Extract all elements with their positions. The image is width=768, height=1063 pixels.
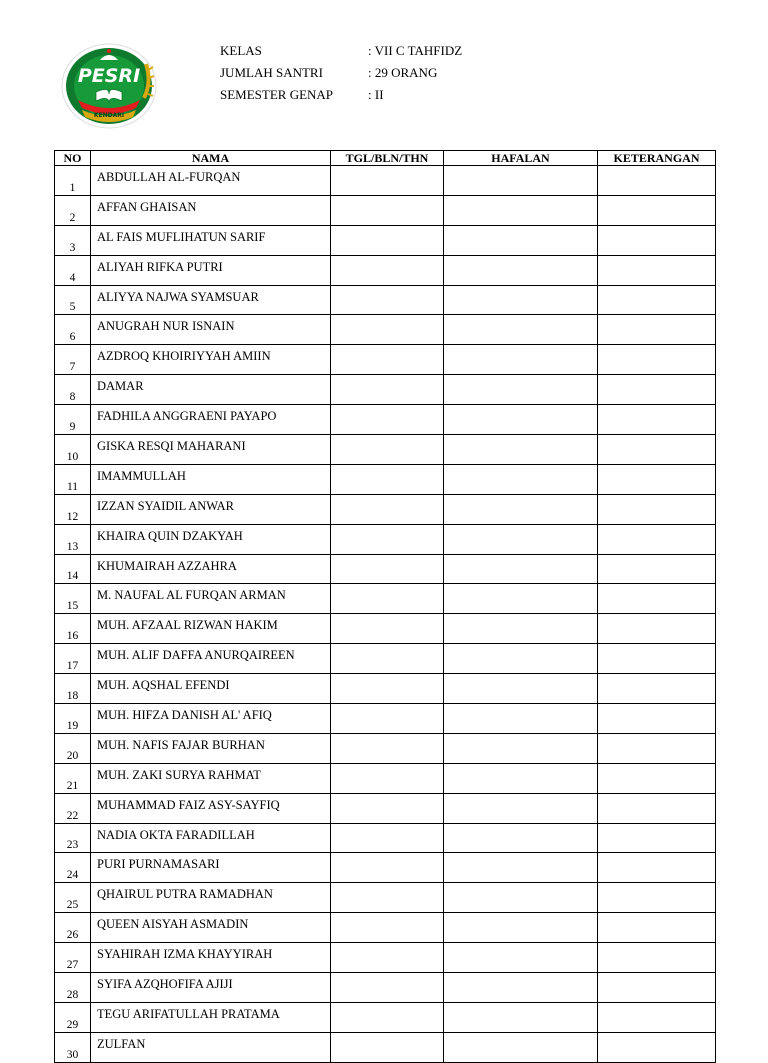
tgl-cell bbox=[331, 614, 444, 644]
hafalan-cell bbox=[444, 973, 598, 1003]
table-row bbox=[55, 943, 716, 973]
hafalan-cell bbox=[444, 584, 598, 614]
student-name: M. NAUFAL AL FURQAN ARMAN bbox=[91, 584, 331, 614]
hafalan-cell bbox=[444, 644, 598, 674]
hafalan-cell bbox=[444, 494, 598, 524]
semester-value: : II bbox=[368, 87, 384, 102]
table-row bbox=[55, 405, 716, 435]
student-name: MUH. NAFIS FAJAR BURHAN bbox=[91, 733, 331, 763]
tgl-cell bbox=[331, 464, 444, 494]
tgl-cell bbox=[331, 195, 444, 225]
tgl-cell bbox=[331, 166, 444, 196]
table-row bbox=[55, 674, 716, 704]
hafalan-cell bbox=[444, 823, 598, 853]
table-row bbox=[55, 584, 716, 614]
tgl-cell bbox=[331, 315, 444, 345]
hafalan-cell bbox=[444, 255, 598, 285]
table-row bbox=[55, 345, 716, 375]
student-name: QUEEN AISYAH ASMADIN bbox=[91, 913, 331, 943]
table-row bbox=[55, 554, 716, 584]
student-name: ANUGRAH NUR ISNAIN bbox=[91, 315, 331, 345]
row-number: 23 bbox=[55, 823, 91, 853]
tgl-cell bbox=[331, 494, 444, 524]
table-row bbox=[55, 793, 716, 823]
student-name: SYAHIRAH IZMA KHAYYIRAH bbox=[91, 943, 331, 973]
student-name: AZDROQ KHOIRIYYAH AMIIN bbox=[91, 345, 331, 375]
class-info bbox=[220, 40, 462, 106]
hafalan-cell bbox=[444, 793, 598, 823]
keterangan-cell bbox=[598, 285, 716, 315]
keterangan-cell bbox=[598, 913, 716, 943]
hafalan-cell bbox=[444, 763, 598, 793]
row-number: 5 bbox=[55, 285, 91, 315]
svg-text:KENDARI: KENDARI bbox=[93, 112, 125, 119]
hafalan-cell bbox=[444, 733, 598, 763]
student-name: MUH. AFZAAL RIZWAN HAKIM bbox=[91, 614, 331, 644]
table-row bbox=[55, 853, 716, 883]
row-number: 9 bbox=[55, 405, 91, 435]
tgl-cell bbox=[331, 853, 444, 883]
table-row bbox=[55, 1032, 716, 1062]
tgl-cell bbox=[331, 405, 444, 435]
student-name: MUH. ZAKI SURYA RAHMAT bbox=[91, 763, 331, 793]
tgl-cell bbox=[331, 255, 444, 285]
table-row bbox=[55, 166, 716, 196]
header-nama: NAMA bbox=[91, 151, 331, 166]
row-number: 3 bbox=[55, 225, 91, 255]
hafalan-cell bbox=[444, 195, 598, 225]
header-no: NO bbox=[55, 151, 91, 166]
keterangan-cell bbox=[598, 733, 716, 763]
keterangan-cell bbox=[598, 554, 716, 584]
keterangan-cell bbox=[598, 644, 716, 674]
row-number: 11 bbox=[55, 464, 91, 494]
tgl-cell bbox=[331, 524, 444, 554]
student-name: MUH. HIFZA DANISH AL' AFIQ bbox=[91, 704, 331, 734]
keterangan-cell bbox=[598, 255, 716, 285]
row-number: 12 bbox=[55, 494, 91, 524]
row-number: 4 bbox=[55, 255, 91, 285]
keterangan-cell bbox=[598, 195, 716, 225]
row-number: 14 bbox=[55, 554, 91, 584]
keterangan-cell bbox=[598, 435, 716, 465]
student-name: NADIA OKTA FARADILLAH bbox=[91, 823, 331, 853]
kelas-row bbox=[220, 40, 462, 62]
table-row bbox=[55, 255, 716, 285]
table-body bbox=[55, 166, 716, 1063]
student-name: AL FAIS MUFLIHATUN SARIF bbox=[91, 225, 331, 255]
svg-text:PESRI: PESRI bbox=[77, 65, 141, 87]
row-number: 10 bbox=[55, 435, 91, 465]
keterangan-cell bbox=[598, 1002, 716, 1032]
tgl-cell bbox=[331, 435, 444, 465]
row-number: 22 bbox=[55, 793, 91, 823]
tgl-cell bbox=[331, 913, 444, 943]
header-keterangan: KETERANGAN bbox=[598, 151, 716, 166]
keterangan-cell bbox=[598, 584, 716, 614]
table-header-row bbox=[55, 151, 716, 166]
row-number: 13 bbox=[55, 524, 91, 554]
keterangan-cell bbox=[598, 823, 716, 853]
row-number: 30 bbox=[55, 1032, 91, 1062]
tgl-cell bbox=[331, 375, 444, 405]
hafalan-cell bbox=[444, 883, 598, 913]
student-name: KHUMAIRAH AZZAHRA bbox=[91, 554, 331, 584]
hafalan-cell bbox=[444, 405, 598, 435]
tgl-cell bbox=[331, 674, 444, 704]
table-row bbox=[55, 704, 716, 734]
tgl-cell bbox=[331, 644, 444, 674]
student-roster-table bbox=[54, 150, 716, 1063]
table-row bbox=[55, 644, 716, 674]
keterangan-cell bbox=[598, 674, 716, 704]
hafalan-cell bbox=[444, 166, 598, 196]
tgl-cell bbox=[331, 704, 444, 734]
tgl-cell bbox=[331, 763, 444, 793]
tgl-cell bbox=[331, 1002, 444, 1032]
student-name: IZZAN SYAIDIL ANWAR bbox=[91, 494, 331, 524]
hafalan-cell bbox=[444, 375, 598, 405]
student-name: DAMAR bbox=[91, 375, 331, 405]
table-row bbox=[55, 225, 716, 255]
tgl-cell bbox=[331, 584, 444, 614]
table-row bbox=[55, 375, 716, 405]
keterangan-cell bbox=[598, 345, 716, 375]
student-name: MUH. ALIF DAFFA ANURQAIREEN bbox=[91, 644, 331, 674]
jumlah-santri-label: JUMLAH SANTRI bbox=[220, 65, 323, 80]
hafalan-cell bbox=[444, 704, 598, 734]
hafalan-cell bbox=[444, 614, 598, 644]
tgl-cell bbox=[331, 285, 444, 315]
row-number: 19 bbox=[55, 704, 91, 734]
hafalan-cell bbox=[444, 345, 598, 375]
hafalan-cell bbox=[444, 315, 598, 345]
keterangan-cell bbox=[598, 704, 716, 734]
jumlah-santri-value: : 29 ORANG bbox=[368, 65, 438, 80]
keterangan-cell bbox=[598, 973, 716, 1003]
jumlah-santri-row bbox=[220, 62, 462, 84]
tgl-cell bbox=[331, 943, 444, 973]
semester-label: SEMESTER GENAP bbox=[220, 87, 334, 102]
row-number: 16 bbox=[55, 614, 91, 644]
tgl-cell bbox=[331, 554, 444, 584]
tgl-cell bbox=[331, 823, 444, 853]
kelas-value: : VII C TAHFIDZ bbox=[368, 43, 463, 58]
hafalan-cell bbox=[444, 524, 598, 554]
hafalan-cell bbox=[444, 225, 598, 255]
keterangan-cell bbox=[598, 883, 716, 913]
keterangan-cell bbox=[598, 853, 716, 883]
keterangan-cell bbox=[598, 793, 716, 823]
table-row bbox=[55, 763, 716, 793]
table-row bbox=[55, 285, 716, 315]
hafalan-cell bbox=[444, 464, 598, 494]
student-name: PURI PURNAMASARI bbox=[91, 853, 331, 883]
row-number: 27 bbox=[55, 943, 91, 973]
hafalan-cell bbox=[444, 913, 598, 943]
tgl-cell bbox=[331, 345, 444, 375]
hafalan-cell bbox=[444, 674, 598, 704]
row-number: 17 bbox=[55, 644, 91, 674]
student-name: ALIYAH RIFKA PUTRI bbox=[91, 255, 331, 285]
tgl-cell bbox=[331, 733, 444, 763]
table-row bbox=[55, 315, 716, 345]
keterangan-cell bbox=[598, 225, 716, 255]
row-number: 28 bbox=[55, 973, 91, 1003]
table-row bbox=[55, 883, 716, 913]
tgl-cell bbox=[331, 1032, 444, 1062]
tgl-cell bbox=[331, 883, 444, 913]
school-logo bbox=[60, 42, 158, 130]
student-name: ABDULLAH AL-FURQAN bbox=[91, 166, 331, 196]
keterangan-cell bbox=[598, 166, 716, 196]
student-name: SYIFA AZQHOFIFA AJIJI bbox=[91, 973, 331, 1003]
keterangan-cell bbox=[598, 494, 716, 524]
row-number: 24 bbox=[55, 853, 91, 883]
student-name: AFFAN GHAISAN bbox=[91, 195, 331, 225]
table-row bbox=[55, 524, 716, 554]
student-name: KHAIRA QUIN DZAKYAH bbox=[91, 524, 331, 554]
student-name: ZULFAN bbox=[91, 1032, 331, 1062]
row-number: 29 bbox=[55, 1002, 91, 1032]
hafalan-cell bbox=[444, 943, 598, 973]
table-row bbox=[55, 195, 716, 225]
keterangan-cell bbox=[598, 405, 716, 435]
tgl-cell bbox=[331, 225, 444, 255]
row-number: 25 bbox=[55, 883, 91, 913]
keterangan-cell bbox=[598, 375, 716, 405]
keterangan-cell bbox=[598, 1032, 716, 1062]
semester-row bbox=[220, 84, 462, 106]
hafalan-cell bbox=[444, 1002, 598, 1032]
kelas-label: KELAS bbox=[220, 43, 262, 58]
row-number: 15 bbox=[55, 584, 91, 614]
student-name: IMAMMULLAH bbox=[91, 464, 331, 494]
table-row bbox=[55, 823, 716, 853]
tgl-cell bbox=[331, 973, 444, 1003]
row-number: 18 bbox=[55, 674, 91, 704]
header-tgl: TGL/BLN/THN bbox=[331, 151, 444, 166]
table-row bbox=[55, 614, 716, 644]
student-name: ALIYYA NAJWA SYAMSUAR bbox=[91, 285, 331, 315]
pesri-emblem-icon bbox=[60, 42, 158, 130]
row-number: 1 bbox=[55, 166, 91, 196]
keterangan-cell bbox=[598, 464, 716, 494]
hafalan-cell bbox=[444, 1032, 598, 1062]
table-row bbox=[55, 464, 716, 494]
hafalan-cell bbox=[444, 285, 598, 315]
keterangan-cell bbox=[598, 524, 716, 554]
row-number: 26 bbox=[55, 913, 91, 943]
row-number: 8 bbox=[55, 375, 91, 405]
tgl-cell bbox=[331, 793, 444, 823]
table-row bbox=[55, 435, 716, 465]
student-name: FADHILA ANGGRAENI PAYAPO bbox=[91, 405, 331, 435]
row-number: 2 bbox=[55, 195, 91, 225]
row-number: 20 bbox=[55, 733, 91, 763]
keterangan-cell bbox=[598, 315, 716, 345]
keterangan-cell bbox=[598, 763, 716, 793]
row-number: 21 bbox=[55, 763, 91, 793]
student-name: QHAIRUL PUTRA RAMADHAN bbox=[91, 883, 331, 913]
table-row bbox=[55, 913, 716, 943]
row-number: 6 bbox=[55, 315, 91, 345]
table-row bbox=[55, 1002, 716, 1032]
student-name: TEGU ARIFATULLAH PRATAMA bbox=[91, 1002, 331, 1032]
hafalan-cell bbox=[444, 554, 598, 584]
keterangan-cell bbox=[598, 614, 716, 644]
table-row bbox=[55, 733, 716, 763]
keterangan-cell bbox=[598, 943, 716, 973]
student-name: MUH. AQSHAL EFENDI bbox=[91, 674, 331, 704]
header-hafalan: HAFALAN bbox=[444, 151, 598, 166]
row-number: 7 bbox=[55, 345, 91, 375]
student-name: MUHAMMAD FAIZ ASY-SAYFIQ bbox=[91, 793, 331, 823]
hafalan-cell bbox=[444, 435, 598, 465]
hafalan-cell bbox=[444, 853, 598, 883]
table-row bbox=[55, 494, 716, 524]
student-name: GISKA RESQI MAHARANI bbox=[91, 435, 331, 465]
table-row bbox=[55, 973, 716, 1003]
